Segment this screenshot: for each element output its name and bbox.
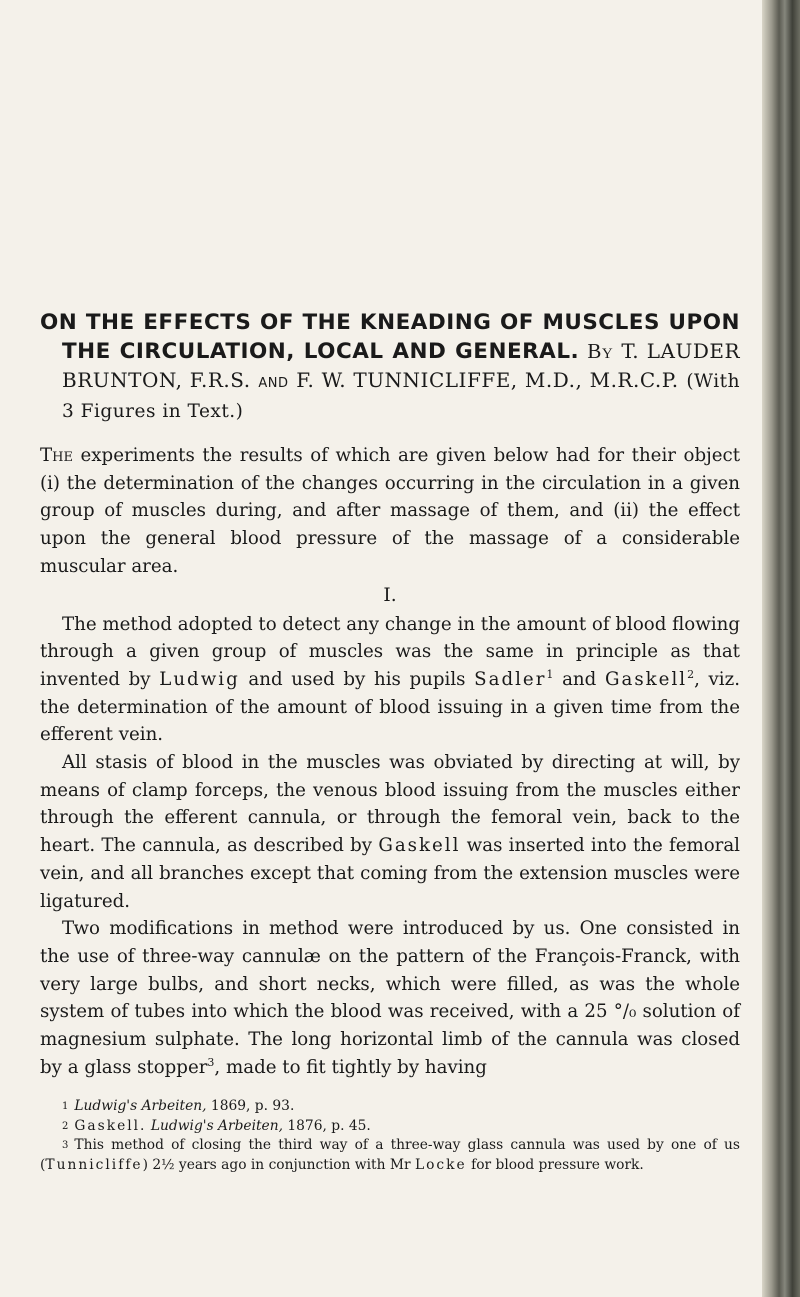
footnote-text: 1876, p. 45.: [282, 1117, 371, 1134]
text-run: and: [553, 668, 605, 690]
footnote-ref-2[interactable]: 2: [687, 667, 695, 681]
footnote-author: Gaskell.: [74, 1117, 147, 1134]
author-brunton: T. LAUDER BRUNTON, F.R.S.: [62, 339, 741, 392]
footnote-text: ) 2½ years ago in conjunction with Mr: [142, 1156, 415, 1173]
footnote-name-locke: Locke: [414, 1156, 467, 1173]
book-binding-edge: [762, 0, 800, 1297]
text-run: , made to fit tightly by having: [214, 1056, 487, 1078]
footnote-name-tunnicliffe: Tunnicliffe: [45, 1156, 143, 1173]
name-gaskell-2: Gaskell: [378, 835, 461, 857]
intro-lead: The: [40, 445, 73, 466]
text-run: Two modifications in method were introduced by us. One consisted in the use of three-way cannulæ on the pattern of the François-Franck, with very large bulbs, and short necks, which were filled, as was the whole system of tubes into which the blood was received, with a 25 °/₀ solution of magnesium sulphate. The long horizontal limb of the cannula was closed by a glass stopper: [40, 918, 740, 1078]
figures-note: (With 3 Figures in Text.): [62, 371, 740, 422]
title-main: ON THE EFFECTS OF THE KNEADING OF MUSCLES UPON THE CIRCULATION, LOCAL AND GENERAL.: [40, 310, 740, 364]
text-run: All stasis of blood in the muscles was obviated by directing at will, by means of clamp forceps, the venous blood issuing from the muscles either through the efferent cannula, or through the femoral vein, back to the heart. The cannula, as described by: [40, 752, 740, 857]
footnote-1: [40, 1097, 740, 1117]
name-gaskell: Gaskell: [604, 668, 688, 690]
footnote-3: [40, 1136, 740, 1175]
text-run: , viz. the determination of the amount of blood issuing in a given time from the efferent vein.: [40, 668, 740, 746]
paper-page: [40, 308, 740, 1175]
footnotes: [40, 1097, 740, 1175]
text-run: and used by his pupils: [239, 668, 475, 690]
footnote-italic: Ludwig's Arbeiten,: [74, 1098, 207, 1115]
footnote-number: 1: [62, 1101, 69, 1113]
section-number: I.: [383, 584, 397, 606]
method-paragraph: [40, 611, 740, 750]
footnote-ref-3[interactable]: 3: [207, 1055, 215, 1069]
author-tunnicliffe: F. W. TUNNICLIFFE, M.D., M.R.C.P.: [296, 368, 679, 392]
article-title: [40, 308, 740, 426]
footnote-number: 2: [62, 1120, 69, 1132]
footnote-ref-1[interactable]: 1: [546, 667, 554, 681]
stasis-paragraph: [40, 749, 740, 915]
modifications-paragraph: [40, 915, 740, 1081]
text-run: was inserted into the femoral vein, and all branches except that coming from the extension muscles were ligatured.: [40, 835, 741, 912]
intro-text: experiments the results of which are given below had for their object (i) the determination of the changes occurring in the circulation in a given group of muscles during, and after massage of them, and (ii) the effect upon the general blood pressure of the massage of a considerable muscular area.: [40, 445, 740, 577]
footnote-text: This method of closing the third way of a three-way glass cannula was used by one of us (: [40, 1137, 740, 1173]
footnote-text: for blood pressure work.: [466, 1156, 644, 1173]
footnote-italic: Ludwig's Arbeiten,: [146, 1117, 283, 1134]
footnote-number: 3: [62, 1140, 69, 1152]
title-and: and: [258, 370, 289, 392]
text-run: The method adopted to detect any change in the amount of blood flowing through a given group of muscles was the same in principle as that invented by: [40, 613, 740, 690]
name-sadler: Sadler: [474, 668, 547, 690]
footnote-2: [40, 1117, 740, 1137]
name-ludwig: Ludwig: [159, 668, 240, 690]
title-by: By: [587, 339, 614, 363]
intro-paragraph: [40, 442, 740, 581]
footnote-text: 1869, p. 93.: [206, 1098, 295, 1115]
